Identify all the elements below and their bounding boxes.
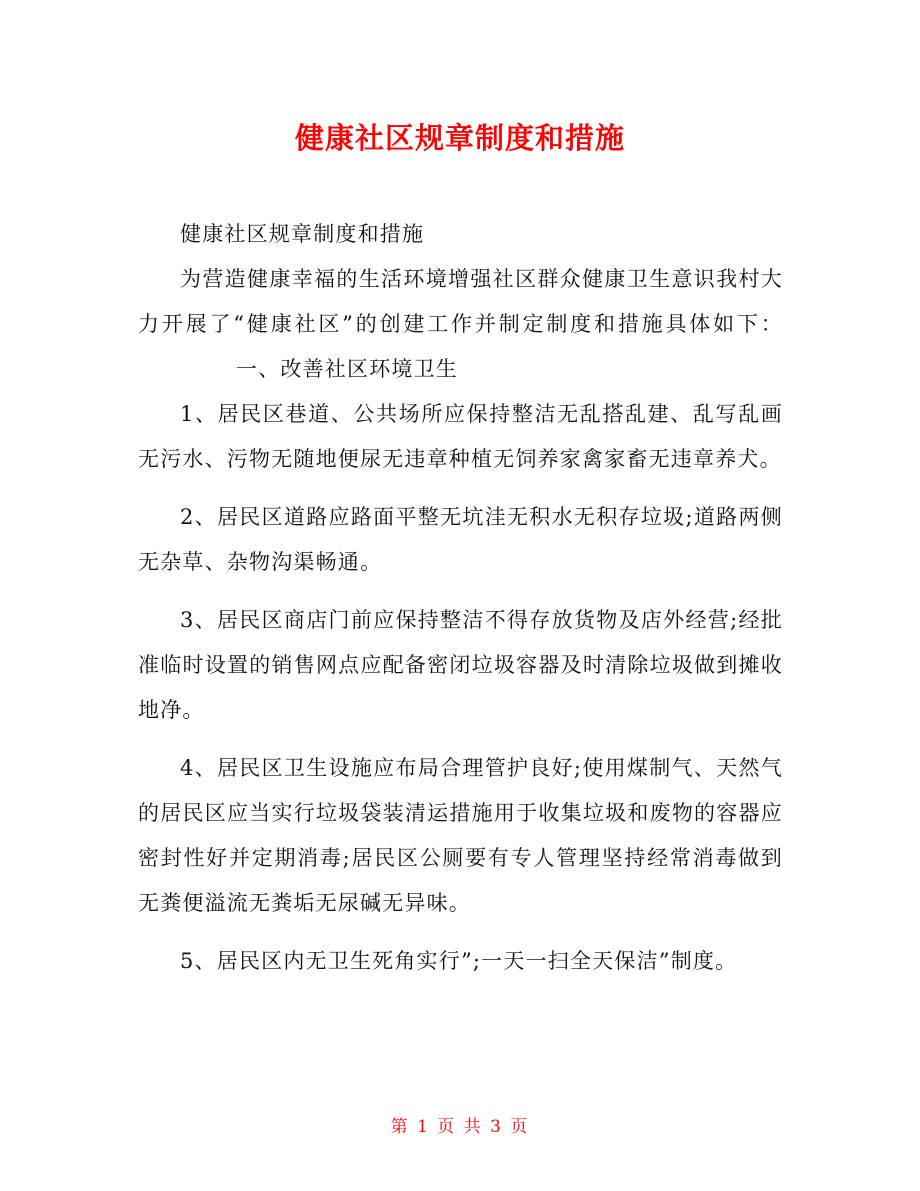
body-subtitle: 健康社区规章制度和措施 — [180, 222, 425, 246]
list-item: 3、居民区商店门前应保持整洁不得存放货物及店外经营;经批准临时设置的销售网点应配备密闭垃圾容器及时清除垃圾做到摊收地净。 — [138, 608, 783, 722]
document-body — [138, 212, 783, 984]
list-item: 4、居民区卫生设施应布局合理管护良好;使用煤制气、天然气的居民区应当实行垃圾袋装清运措施用于收集垃圾和废物的容器应密封性好并定期消毒;居民区公厕要有专人管理坚持经常消毒做到无粪便溢流无粪垢无尿碱无异味。 — [138, 756, 783, 915]
section-heading: 一、改善社区环境卫生 — [236, 357, 458, 381]
list-item: 5、居民区内无卫生死角实行”;一天一扫全天保洁”制度。 — [180, 949, 738, 973]
list-item: 1、居民区巷道、公共场所应保持整洁无乱搭乱建、乱写乱画无污水、污物无随地便尿无违章种植无饲养家禽家畜无违章养犬。 — [138, 402, 783, 471]
intro-paragraph — [138, 257, 783, 392]
page-number-footer: 第 1 页 共 3 页 — [390, 1117, 530, 1137]
intro-text: 为营造健康幸福的生活环境增强社区群众健康卫生意识我村大力开展了“健康社区”的创建工作并制定制度和措施具体如下： — [138, 267, 783, 336]
document-title: 健康社区规章制度和措施 — [294, 121, 625, 155]
list-item: 2、居民区道路应路面平整无坑洼无积水无积存垃圾;道路两侧无杂草、杂物沟渠畅通。 — [138, 505, 783, 574]
